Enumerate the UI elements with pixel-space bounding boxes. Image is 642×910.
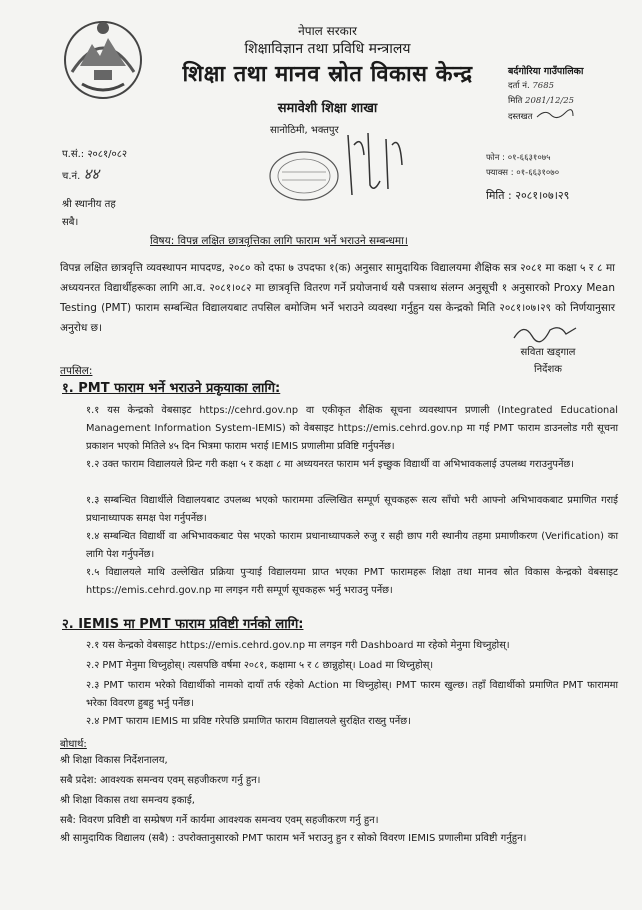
center-name: शिक्षा तथा मानव स्रोत विकास केन्द्र bbox=[182, 62, 473, 87]
section1-item: १.१ यस केन्द्रको वेबसाइट https://cehrd.gov.np वा एकीकृत शैक्षिक सूचना व्यवस्थापन प्रणाली (Integrated Educational Management Information System-IEMIS) को वेबसाइट https://emis.cehrd.gov.np मा गई PMT फाराम डाउनलोड गरी सूचना प्रकाशन भएको मितिले ४५ दिन भित्रमा फाराम भराई IEMIS प्रणालीमा प्रविष्टि गर्नुपर्नेछ। bbox=[86, 405, 618, 452]
subject-line: विषय: विपन्न लक्षित छात्रवृत्तिका लागि फाराम भर्ने भराउने सम्बन्धमा। bbox=[150, 235, 408, 247]
details-label: तपसिल: bbox=[60, 365, 93, 377]
section-name: समावेशी शिक्षा शाखा bbox=[277, 101, 378, 116]
section1-title: १. PMT फाराम भर्ने भराउने प्रकृयाका लागि: bbox=[62, 381, 281, 396]
section2-item: २.३ PMT फाराम भरेको विद्यार्थीको नामको दायाँ तर्फ रहेको Action मा थिच्नुहोस्। PMT फारम खुल्छ। तहाँ विद्यार्थीको प्रमाणित PMT फाराममा भरेका विवरण हुबहु भर्नु पर्नेछ। bbox=[86, 680, 618, 709]
ministry-name: शिक्षाविज्ञान तथा प्रविधि मन्त्रालय bbox=[244, 41, 411, 57]
distribution-item: श्री शिक्षा विकास तथा समन्वय इकाई, bbox=[60, 795, 195, 806]
receipt-miti: मिति 2081/12/25 bbox=[508, 96, 575, 106]
chalani-number: च.नं. ४४ bbox=[62, 165, 100, 183]
receipt-stamp bbox=[508, 64, 633, 125]
office-seal-icon bbox=[268, 150, 340, 202]
section2-item: २.२ PMT मेनुमा थिच्नुहोस्। त्यसपछि वर्षमा २०८१, कक्षामा ५ र ८ छान्नुहोस्। Load मा थिच्नुहोस्। bbox=[86, 660, 434, 671]
distribution-item: श्री सामुदायिक विद्यालय (सबै) : उपरोक्तानुसारको PMT फाराम भर्ने भराउनु हुन र सोको विवरण IEMIS प्रणालीमा प्रविष्टी गर्नुहुन। bbox=[60, 833, 527, 844]
section1-item: १.२ उक्त फाराम विद्यालयले प्रिन्ट गरी कक्षा ५ र कक्षा ८ मा अध्ययनरत फाराम भर्न इच्छुक विद्यार्थी वा अभिभावकलाई उपलब्ध गराउनुपर्नेछ। bbox=[86, 459, 574, 470]
chalani-value: ४४ bbox=[83, 165, 100, 183]
receipt-miti-value: 2081/12/25 bbox=[525, 96, 575, 106]
distribution-item: श्री शिक्षा विकास निर्देशनालय, bbox=[60, 755, 168, 766]
section2-title: २. IEMIS मा PMT फाराम प्रविष्टी गर्नको लागि: bbox=[62, 617, 304, 632]
section1-item: १.३ सम्बन्धित विद्यार्थीले विद्यालयबाट उपलब्ध भएको फाराममा उल्लिखित सम्पूर्ण सूचकहरू सत्य साँचो भरी आफ्नो अभिभावकबाट प्रमाणित गराई प्रधानाध्यापक समक्ष पेश गर्नुपर्नेछ। bbox=[86, 495, 618, 524]
receipt-darta-value: 7685 bbox=[532, 81, 555, 91]
receipt-darta: दर्ता नं. 7685 bbox=[508, 81, 555, 91]
director-signature-icon bbox=[510, 320, 580, 344]
govt-name: नेपाल सरकार bbox=[298, 24, 357, 38]
bodharth-label: बोधार्थ: bbox=[60, 739, 87, 750]
section1-item: १.४ सम्बन्धित विद्यार्थी वा अभिभावकबाट पेस भएको फाराम प्रधानाध्यापकले रुजु र सही छाप गरी स्थानीय तहमा प्रमाणीकरण (Verification) का लागि पेश गर्नुपर्नेछ। bbox=[86, 531, 618, 560]
letter-date: मिति : २०८१।०७।२९ bbox=[486, 189, 570, 202]
signatory bbox=[508, 344, 588, 378]
section1-item: १.५ विद्यालयले माथि उल्लेखित प्रक्रिया पुऱ्याई विद्यालयमा प्राप्त भएका PMT फारामहरू शिक्षा तथा मानव स्रोत विकास केन्द्रको वेबसाइट https://emis.cehrd.gov.np मा लगइन गरी सम्पूर्ण सूचकहरू भर्नु भराउनु पर्नेछ। bbox=[86, 567, 618, 596]
distribution-item: सबै प्रदेश: आवश्यक समन्वय एवम् सहजीकरण गर्नु हुन। bbox=[60, 775, 261, 786]
nepal-emblem-icon bbox=[60, 14, 146, 100]
phone-number: फोन : ०१-६६३१०७५ bbox=[486, 153, 551, 163]
recipient-line: श्री स्थानीय तह bbox=[62, 199, 116, 210]
distribution-item: सबै: विवरण प्रविष्टी वा सम्प्रेषण गर्ने कार्यमा आवश्यक समन्वय एवम् सहजीकरण गर्नु हुन। bbox=[60, 815, 379, 826]
recipient-all: सबै। bbox=[62, 217, 79, 228]
fax-number: फ्याक्स : ०१-६६३१०७० bbox=[486, 168, 560, 178]
section2-item: २.१ यस केन्द्रको वेबसाइट https://emis.cehrd.gov.np मा लगइन गरी Dashboard मा रहेको मेनुमा थिच्नुहोस्। bbox=[86, 640, 510, 651]
signatory-title: निर्देशक bbox=[534, 364, 562, 375]
body-paragraph: विपन्न लक्षित छात्रवृत्ति व्यवस्थापन मापदण्ड, २०८० को दफा ७ उपदफा १(क) अनुसार सामुदायिक विद्यालयमा शैक्षिक सत्र २०८१ मा कक्षा ५ र ८ मा अध्ययनरत विद्यार्थीहरूका लागि आ.व. २०८१।०८२ मा छात्रवृत्ति वितरण गर्ने प्रयोजनार्थ यसै पत्रसाथ संलग्न अनुसूची १ अनुसारको Proxy Mean Testing (PMT) फाराम सम्बन्धित विद्यालयबाट तपसिल बमोजिम भर्ने भराउने व्यवस्था गर्नुहुन यस केन्द्रको मिति २०८१।०७।२९ को निर्णयानुसार अनुरोध छ। bbox=[60, 262, 615, 334]
office-location: सानोठिमी, भक्तपुर bbox=[270, 125, 339, 136]
signature-icon bbox=[535, 109, 575, 119]
signatory-name: सविता खड्गाल bbox=[520, 347, 576, 358]
patra-sankhya: प.सं.: २०८१/०८२ bbox=[62, 149, 128, 160]
handwritten-note-icon bbox=[340, 125, 410, 205]
receipt-dastakhat: दस्तखत bbox=[508, 109, 633, 125]
receipt-org: बर्दगोरिया गाउँपालिका bbox=[508, 66, 584, 77]
section2-item: २.४ PMT फाराम IEMIS मा प्रविष्ट गरेपछि प्रमाणित फाराम विद्यालयले सुरक्षित राख्नु पर्नेछ। bbox=[86, 716, 411, 727]
